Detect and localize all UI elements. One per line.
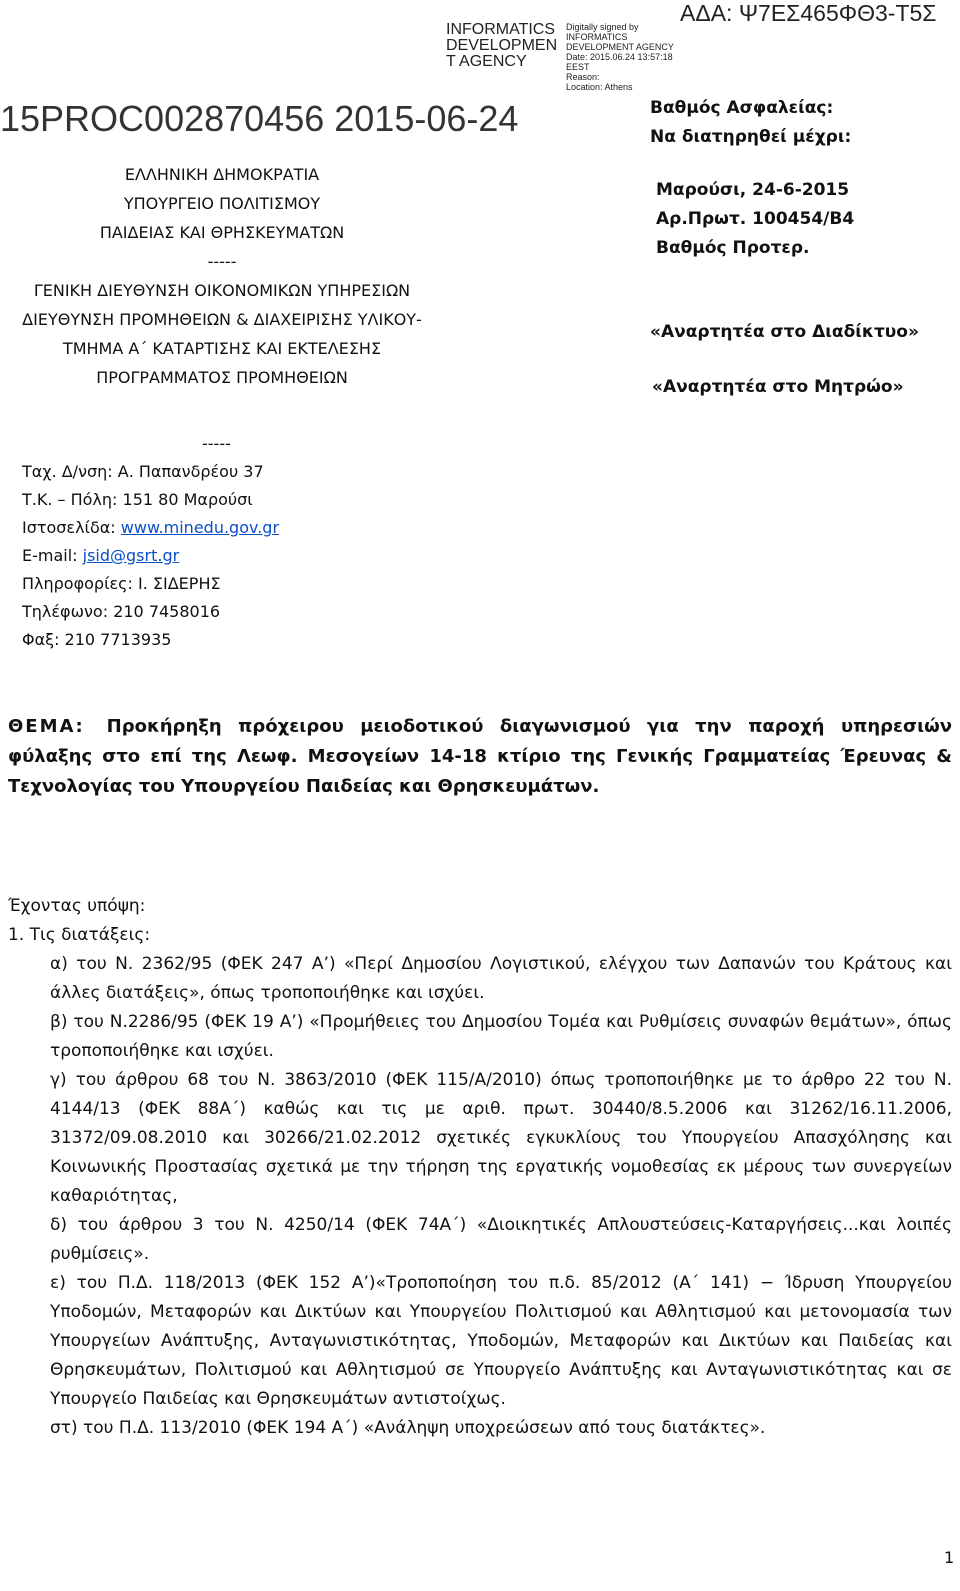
retain-until: Να διατηρηθεί μέχρι: bbox=[650, 127, 852, 147]
provision-item: γ) του άρθρου 68 του Ν. 3863/2010 (ΦΕΚ 115/Α/2010) όπως τροποποιήθηκε με το άρθρο 22 του Ν. 4144/13 (ΦΕΚ 88Α΄) καθώς και τις με αριθ. πρωτ. 30440/8.5.2006 και 31262/16.11.2006, 31372/09.08.2010 και 30266/21.02.2012 σχετικές εγκυκλίους του Υπουργείου Απασχόλησης και Κοινωνικής Προστασίας σχετικά με την τήρηση της εργατικής νομοθεσίας εκ μέρους των συνεργείων καθαριότητας, bbox=[50, 1070, 952, 1206]
contact-postal: Τ.Κ. – Πόλη: 151 80 Μαρούσι bbox=[22, 490, 253, 509]
security-degree: Βαθμός Ασφαλείας: bbox=[650, 98, 834, 118]
subject-paragraph bbox=[8, 712, 952, 802]
signature-meta-line: EEST bbox=[566, 62, 590, 72]
body-intro: Έχοντας υπόψη: bbox=[8, 896, 146, 916]
protocol-number: Αρ.Πρωτ. 100454/Β4 bbox=[656, 209, 855, 229]
ministry-header bbox=[18, 160, 426, 392]
signature-meta-line: INFORMATICS bbox=[566, 32, 628, 42]
place-date: Μαρούσι, 24-6-2015 bbox=[656, 180, 850, 200]
provision-item: δ) του άρθρου 3 του Ν. 4250/14 (ΦΕΚ 74Α΄) «Διοικητικές Απλουστεύσεις-Καταργήσεις...και λοιπές ρυθμίσεις». bbox=[50, 1215, 952, 1264]
website-label: Ιστοσελίδα: bbox=[22, 518, 121, 537]
ministry-line: ΠΡΟΓΡΑΜΜΑΤΟΣ ΠΡΟΜΗΘΕΙΩΝ bbox=[96, 368, 348, 387]
ministry-line: ----- bbox=[207, 252, 237, 271]
post-internet: «Αναρτητέα στο Διαδίκτυο» bbox=[650, 322, 919, 342]
provision-item: β) του Ν.2286/95 (ΦΕΚ 19 Α’) «Προμήθειες του Δημοσίου Τομέα και Ρυθμίσεις συναφών θεμάτων», όπως τροποποιήθηκε και ισχύει. bbox=[50, 1012, 952, 1061]
website-link[interactable]: www.minedu.gov.gr bbox=[120, 518, 280, 537]
ada-code: ΑΔΑ: Ψ7ΕΣ465ΦΘ3-Τ5Σ bbox=[680, 0, 937, 26]
signature-org-line: T AGENCY bbox=[446, 53, 527, 70]
security-block bbox=[650, 94, 851, 152]
ministry-line: ΔΙΕΥΘΥΝΣΗ ΠΡΟΜΗΘΕΙΩΝ & ΔΙΑΧΕΙΡΙΣΗΣ ΥΛΙΚΟΥ- bbox=[22, 310, 422, 329]
provision-item: α) του Ν. 2362/95 (ΦΕΚ 247 Α’) «Περί Δημοσίου Λογιστικού, ελέγχου των Δαπανών του Κράτους και άλλες διατάξεις», όπως τροποποιήθηκε και ισχύει. bbox=[50, 954, 952, 1003]
subject-text: Προκήρηξη πρόχειρου μειοδοτικού διαγωνισμού για την παροχή υπηρεσιών φύλαξης στο επί της Λεωφ. Μεσογείων 14-18 κτίριο της Γενικής Γραμματείας Έρευνας & Τεχνολογίας του Υπουργείου Παιδείας και Θρησκευμάτων. bbox=[8, 716, 952, 797]
body-heading: 1. Τις διατάξεις: bbox=[8, 925, 151, 945]
contact-email-row bbox=[22, 542, 279, 570]
page-number: 1 bbox=[944, 1548, 955, 1567]
ministry-line: ΠΑΙΔΕΙΑΣ ΚΑΙ ΘΡΗΣΚΕΥΜΑΤΩΝ bbox=[99, 223, 345, 242]
signature-meta-line: Location: Athens bbox=[566, 82, 633, 92]
email-link[interactable]: jsid@gsrt.gr bbox=[82, 546, 180, 565]
signature-meta-line: Date: 2015.06.24 13:57:18 bbox=[566, 52, 673, 62]
signature-meta-line: Reason: bbox=[566, 72, 600, 82]
signature-org-line: INFORMATICS bbox=[446, 21, 556, 38]
email-label: E-mail: bbox=[22, 546, 83, 565]
contact-separator: ----- bbox=[202, 434, 231, 453]
contact-address: Ταχ. Δ/νση: Α. Παπανδρέου 37 bbox=[22, 462, 264, 481]
subject-label: ΘΕΜΑ: bbox=[8, 716, 85, 737]
protocol-stamp: 15PROC002870456 2015-06-24 bbox=[0, 98, 519, 139]
signature-details bbox=[566, 22, 674, 92]
contact-phone: Τηλέφωνο: 210 7458016 bbox=[22, 602, 221, 621]
ministry-line: ΤΜΗΜΑ Α΄ ΚΑΤΑΡΤΙΣΗΣ ΚΑΙ ΕΚΤΕΛΕΣΗΣ bbox=[62, 339, 382, 358]
ministry-line: ΕΛΛΗΝΙΚΗ ΔΗΜΟΚΡΑΤΙΑ bbox=[124, 165, 320, 184]
provision-item: στ) του Π.Δ. 113/2010 (ΦΕΚ 194 Α΄) «Ανάληψη υποχρεώσεων από τους διατάκτες». bbox=[50, 1418, 766, 1438]
signature-meta-line: DEVELOPMENT AGENCY bbox=[566, 42, 674, 52]
signature-org-line: DEVELOPMEN bbox=[446, 37, 558, 54]
contact-fax: Φαξ: 210 7713935 bbox=[22, 630, 172, 649]
contact-info: Πληροφορίες: Ι. ΣΙΔΕΡΗΣ bbox=[22, 574, 221, 593]
priority-degree: Βαθμός Προτερ. bbox=[656, 238, 810, 258]
contact-website-row bbox=[22, 514, 279, 542]
signature-meta-line: Digitally signed by bbox=[566, 22, 639, 32]
ministry-line: ΥΠΟΥΡΓΕΙΟ ΠΟΛΙΤΙΣΜΟΥ bbox=[123, 194, 321, 213]
provision-item: ε) του Π.Δ. 118/2013 (ΦΕΚ 152 Α’)«Τροποποίηση του π.δ. 85/2012 (Α΄ 141) − Ίδρυση Υπουργείου Υποδομών, Μεταφορών και Δικτύων και Υπουργείου Πολιτισμού και Αθλητισμού και μετονομασία των Υπουργείων Ανάπτυξης, Ανταγωνιστικότητας, Υποδομών, Μεταφορών και Δικτύων και Παιδείας και Θρησκευμάτων, Πολιτισμού και Αθλητισμού σε Υπουργείο Ανάπτυξης και Ανταγωνιστικότητας και σε Υπουργείο Παιδείας και Θρησκευμάτων αντιστοίχως. bbox=[50, 1273, 952, 1409]
post-registry: «Αναρτητέα στο Μητρώο» bbox=[652, 377, 904, 397]
date-protocol-block bbox=[656, 176, 854, 263]
document-body bbox=[8, 892, 952, 1443]
ministry-line: ΓΕΝΙΚΗ ΔΙΕΥΘΥΝΣΗ ΟΙΚΟΝΟΜΙΚΩΝ ΥΠΗΡΕΣΙΩΝ bbox=[33, 281, 411, 300]
contact-block bbox=[22, 430, 279, 654]
signature-organization bbox=[446, 22, 557, 70]
